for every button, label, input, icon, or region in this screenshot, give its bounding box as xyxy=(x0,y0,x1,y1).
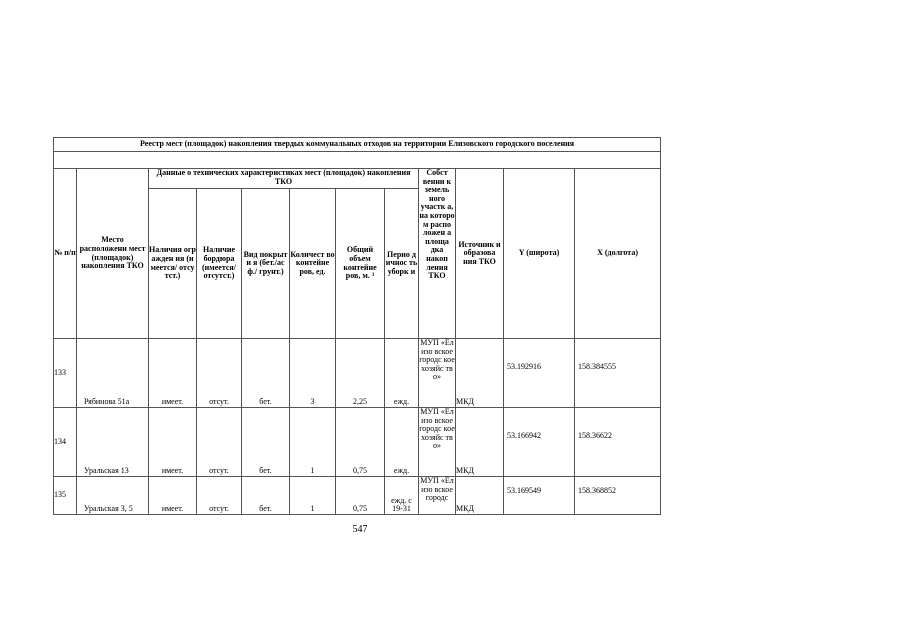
row-place: Рябинова 51а xyxy=(77,339,149,408)
row-volume: 0,75 xyxy=(336,408,385,477)
header-owner: Собст венни к земель ного участк а, на которо м распо ложен а площа дка накоп ления ТКО xyxy=(419,169,456,339)
header-cover: Вид покрыти я (бет./асф./ грунт.) xyxy=(242,189,290,339)
row-border: отсут. xyxy=(197,477,242,515)
row-owner: МУП «Елизо вское городс xyxy=(419,477,456,515)
row-num: 134 xyxy=(54,408,77,477)
row-fence: имеет. xyxy=(149,408,197,477)
header-lon: X (долгота) xyxy=(575,169,661,339)
row-period: ежд. с 19-31 xyxy=(385,477,419,515)
document-title: Реестр мест (площадок) накопления твердых коммунальных отходов на территории Елизовского городского поселения xyxy=(54,138,661,152)
header-row-1 xyxy=(54,169,661,189)
blank-row xyxy=(54,152,661,169)
row-lat: 53.166942 xyxy=(504,408,575,477)
row-num: 135 xyxy=(54,477,77,515)
table-row xyxy=(54,408,661,477)
row-place: Уральская 13 xyxy=(77,408,149,477)
row-volume: 0,75 xyxy=(336,477,385,515)
row-lon: 158.368852 xyxy=(575,477,661,515)
row-cover: бет. xyxy=(242,408,290,477)
row-volume: 2,25 xyxy=(336,339,385,408)
row-border: отсут. xyxy=(197,408,242,477)
header-volume: Общий объем контейне ров, м. ³ xyxy=(336,189,385,339)
header-fence: Наличия огражден ия (имеется/ отсутст.) xyxy=(149,189,197,339)
row-num: 133 xyxy=(54,339,77,408)
row-lat: 53.192916 xyxy=(504,339,575,408)
row-lon: 158.384555 xyxy=(575,339,661,408)
row-owner: МУП «Елизо вское городс кое хозяйс тво» xyxy=(419,339,456,408)
row-period: ежд. xyxy=(385,408,419,477)
header-border: Наличие бордюра (имеется/ отсутст.) xyxy=(197,189,242,339)
row-lon: 158.36622 xyxy=(575,408,661,477)
header-period: Перио дичнос ть уборк и xyxy=(385,189,419,339)
tko-registry-table xyxy=(53,137,661,515)
row-cover: бет. xyxy=(242,477,290,515)
header-count: Количест во контейне ров, ед. xyxy=(290,189,336,339)
row-fence: имеет. xyxy=(149,477,197,515)
header-place: Место расположени мест (площадок) накопления ТКО xyxy=(77,169,149,339)
row-lat: 53.169549 xyxy=(504,477,575,515)
title-row xyxy=(54,138,661,152)
header-tech-group: Данные о технических характеристиках мест (площадок) накопления ТКО xyxy=(149,169,419,189)
row-source: МКД xyxy=(456,477,504,515)
row-place: Уральская 3, 5 xyxy=(77,477,149,515)
row-count: 1 xyxy=(290,477,336,515)
blank-cell xyxy=(54,152,661,169)
row-owner: МУП «Елизо вское городс кое хозяйс тво» xyxy=(419,408,456,477)
row-source: МКД xyxy=(456,408,504,477)
row-period: ежд. xyxy=(385,339,419,408)
page-number: 547 xyxy=(352,524,368,535)
row-cover: бет. xyxy=(242,339,290,408)
row-fence: имеет. xyxy=(149,339,197,408)
row-count: 1 xyxy=(290,408,336,477)
row-count: 3 xyxy=(290,339,336,408)
header-num: № п/п xyxy=(54,169,77,339)
row-source: МКД xyxy=(456,339,504,408)
row-border: отсут. xyxy=(197,339,242,408)
header-lat: Y (широта) xyxy=(504,169,575,339)
header-source: Источник и образова ния ТКО xyxy=(456,169,504,339)
table-row xyxy=(54,339,661,408)
table-row xyxy=(54,477,661,515)
